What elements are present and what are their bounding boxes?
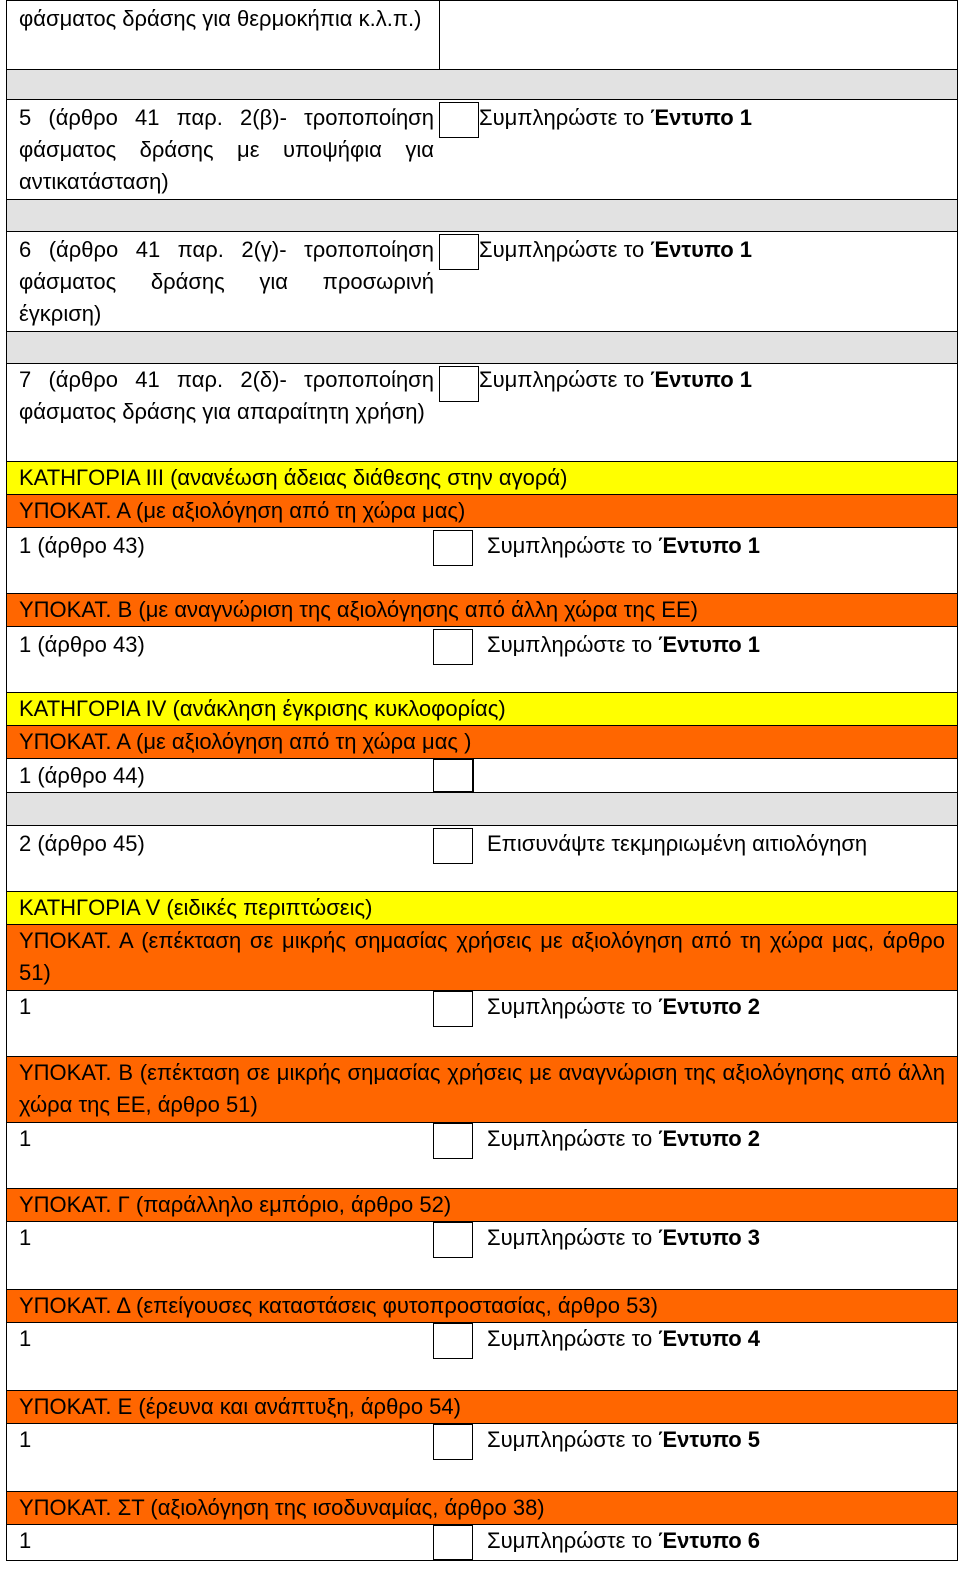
fill-text: Συμπληρώστε το [487,994,653,1019]
checkbox[interactable] [433,629,473,665]
row-label: 7 (άρθρο 41 παρ. 2(δ)- τροποποίηση φάσματος δράσης για απαραίτητη χρήση) [19,367,434,424]
checkbox[interactable] [433,1222,473,1258]
item-label: 2 (άρθρο 45) [19,831,145,856]
fill-text: Συμπληρώστε το [487,1225,653,1250]
table-row [7,528,957,594]
checkbox[interactable] [433,530,473,566]
spacer-row [7,200,957,232]
checkbox[interactable] [433,759,473,792]
checkbox[interactable] [433,1123,473,1159]
form-reference: Έντυπο 4 [658,1326,760,1351]
spacer-row [7,70,957,100]
fill-instruction [487,530,760,562]
fill-instruction [487,1123,760,1155]
fill-instruction [487,1525,760,1557]
fill-instruction [479,364,752,396]
item-label: 1 [19,1126,32,1151]
table-row [7,100,957,200]
table-row [7,0,957,70]
checkbox[interactable] [433,828,473,864]
category-header: ΚΑΤΗΓΟΡΙΑ IV (ανάκληση έγκρισης κυκλοφορίας) [7,693,957,726]
table-row [7,1424,957,1492]
item-label: 1 [19,994,32,1019]
fill-text: Συμπληρώστε το [487,533,653,558]
table-row [7,232,957,332]
form-reference: Έντυπο 1 [658,632,760,657]
item-label: 1 (άρθρο 44) [19,763,145,788]
row-label: 5 (άρθρο 41 παρ. 2(β)- τροποποίηση φάσματος δράσης με υποψήφια για αντικατάσταση) [19,105,434,194]
fill-text: Συμπληρώστε το [479,237,645,262]
form-reference: Έντυπο 2 [658,1126,760,1151]
fill-instruction [487,1424,760,1456]
table-row [7,826,957,892]
fill-instruction [479,102,752,134]
item-label: 1 [19,1326,32,1351]
form-reference: Έντυπο 3 [658,1225,760,1250]
table-row [7,1123,957,1189]
table-row [7,1323,957,1391]
category-header: ΚΑΤΗΓΟΡΙΑ ΙΙΙ (ανανέωση άδειας διάθεσης στην αγορά) [7,462,957,495]
spacer-row [7,332,957,364]
fill-instruction [487,629,760,661]
row-label: φάσματος δράσης για θερμοκήπια κ.λ.π.) [19,6,422,31]
form-reference: Έντυπο 5 [658,1427,760,1452]
fill-text: Συμπληρώστε το [487,1126,653,1151]
item-label: 1 [19,1225,32,1250]
fill-instruction [487,1323,760,1355]
fill-text: Συμπληρώστε το [487,1326,653,1351]
spacer-row [7,793,957,826]
checkbox[interactable] [433,1424,473,1460]
table-row [7,1525,957,1561]
item-label: 1 [19,1427,32,1452]
fill-instruction [487,991,760,1023]
checkbox[interactable] [439,102,479,138]
table-row [7,1222,957,1290]
table-row [7,627,957,693]
subcategory-header: ΥΠΟΚΑΤ. ΣΤ (αξιολόγηση της ισοδυναμίας, άρθρο 38) [7,1492,957,1525]
subcategory-header: ΥΠΟΚΑΤ. Γ (παράλληλο εμπόριο, άρθρο 52) [7,1189,957,1222]
table-row [7,364,957,462]
subcategory-header: ΥΠΟΚΑΤ. Α (με αξιολόγηση από τη χώρα μας ) [7,726,957,759]
checkbox[interactable] [433,1323,473,1359]
table-row [7,759,957,793]
table-row [7,991,957,1057]
checkbox[interactable] [439,234,479,270]
checkbox[interactable] [439,366,479,402]
application-form-table [6,0,958,1561]
subcategory-header: ΥΠΟΚΑΤ. Α (επέκταση σε μικρής σημασίας χρήσεις με αξιολόγηση από τη χώρα μας, άρθρο 51) [7,925,957,991]
form-reference: Έντυπο 6 [658,1528,760,1553]
fill-text: Συμπληρώστε το [487,632,653,657]
checkbox[interactable] [433,1525,473,1560]
subcategory-header: ΥΠΟΚΑΤ. Ε (έρευνα και ανάπτυξη, άρθρο 54) [7,1391,957,1424]
fill-text: Συμπληρώστε το [479,367,645,392]
form-reference: Έντυπο 1 [650,237,752,262]
column-divider [439,1,440,69]
item-label: 1 [19,1528,32,1553]
column-divider [473,759,474,792]
form-reference: Έντυπο 1 [658,533,760,558]
category-header: ΚΑΤΗΓΟΡΙΑ V (ειδικές περιπτώσεις) [7,892,957,925]
item-label: 1 (άρθρο 43) [19,632,145,657]
subcategory-header: ΥΠΟΚΑΤ. Β (επέκταση σε μικρής σημασίας χρήσεις με αναγνώριση της αξιολόγησης από άλλη χώρα της ΕΕ, άρθρο 51) [7,1057,957,1123]
subcategory-header: ΥΠΟΚΑΤ. Β (με αναγνώριση της αξιολόγησης από άλλη χώρα της ΕΕ) [7,594,957,627]
subcategory-header: ΥΠΟΚΑΤ. Α (με αξιολόγηση από τη χώρα μας) [7,495,957,528]
row-label: 6 (άρθρο 41 παρ. 2(γ)- τροποποίηση φάσματος δράσης για προσωρινή έγκριση) [19,237,434,326]
fill-text: Συμπληρώστε το [487,1427,653,1452]
checkbox[interactable] [433,991,473,1027]
fill-instruction [479,234,752,266]
fill-instruction [487,1222,760,1254]
item-label: 1 (άρθρο 43) [19,533,145,558]
form-reference: Έντυπο 2 [658,994,760,1019]
fill-text: Συμπληρώστε το [479,105,645,130]
subcategory-header: ΥΠΟΚΑΤ. Δ (επείγουσες καταστάσεις φυτοπροστασίας, άρθρο 53) [7,1290,957,1323]
fill-text: Συμπληρώστε το [487,1528,653,1553]
form-reference: Έντυπο 1 [650,367,752,392]
fill-instruction: Επισυνάψτε τεκμηριωμένη αιτιολόγηση [487,831,868,856]
form-reference: Έντυπο 1 [650,105,752,130]
